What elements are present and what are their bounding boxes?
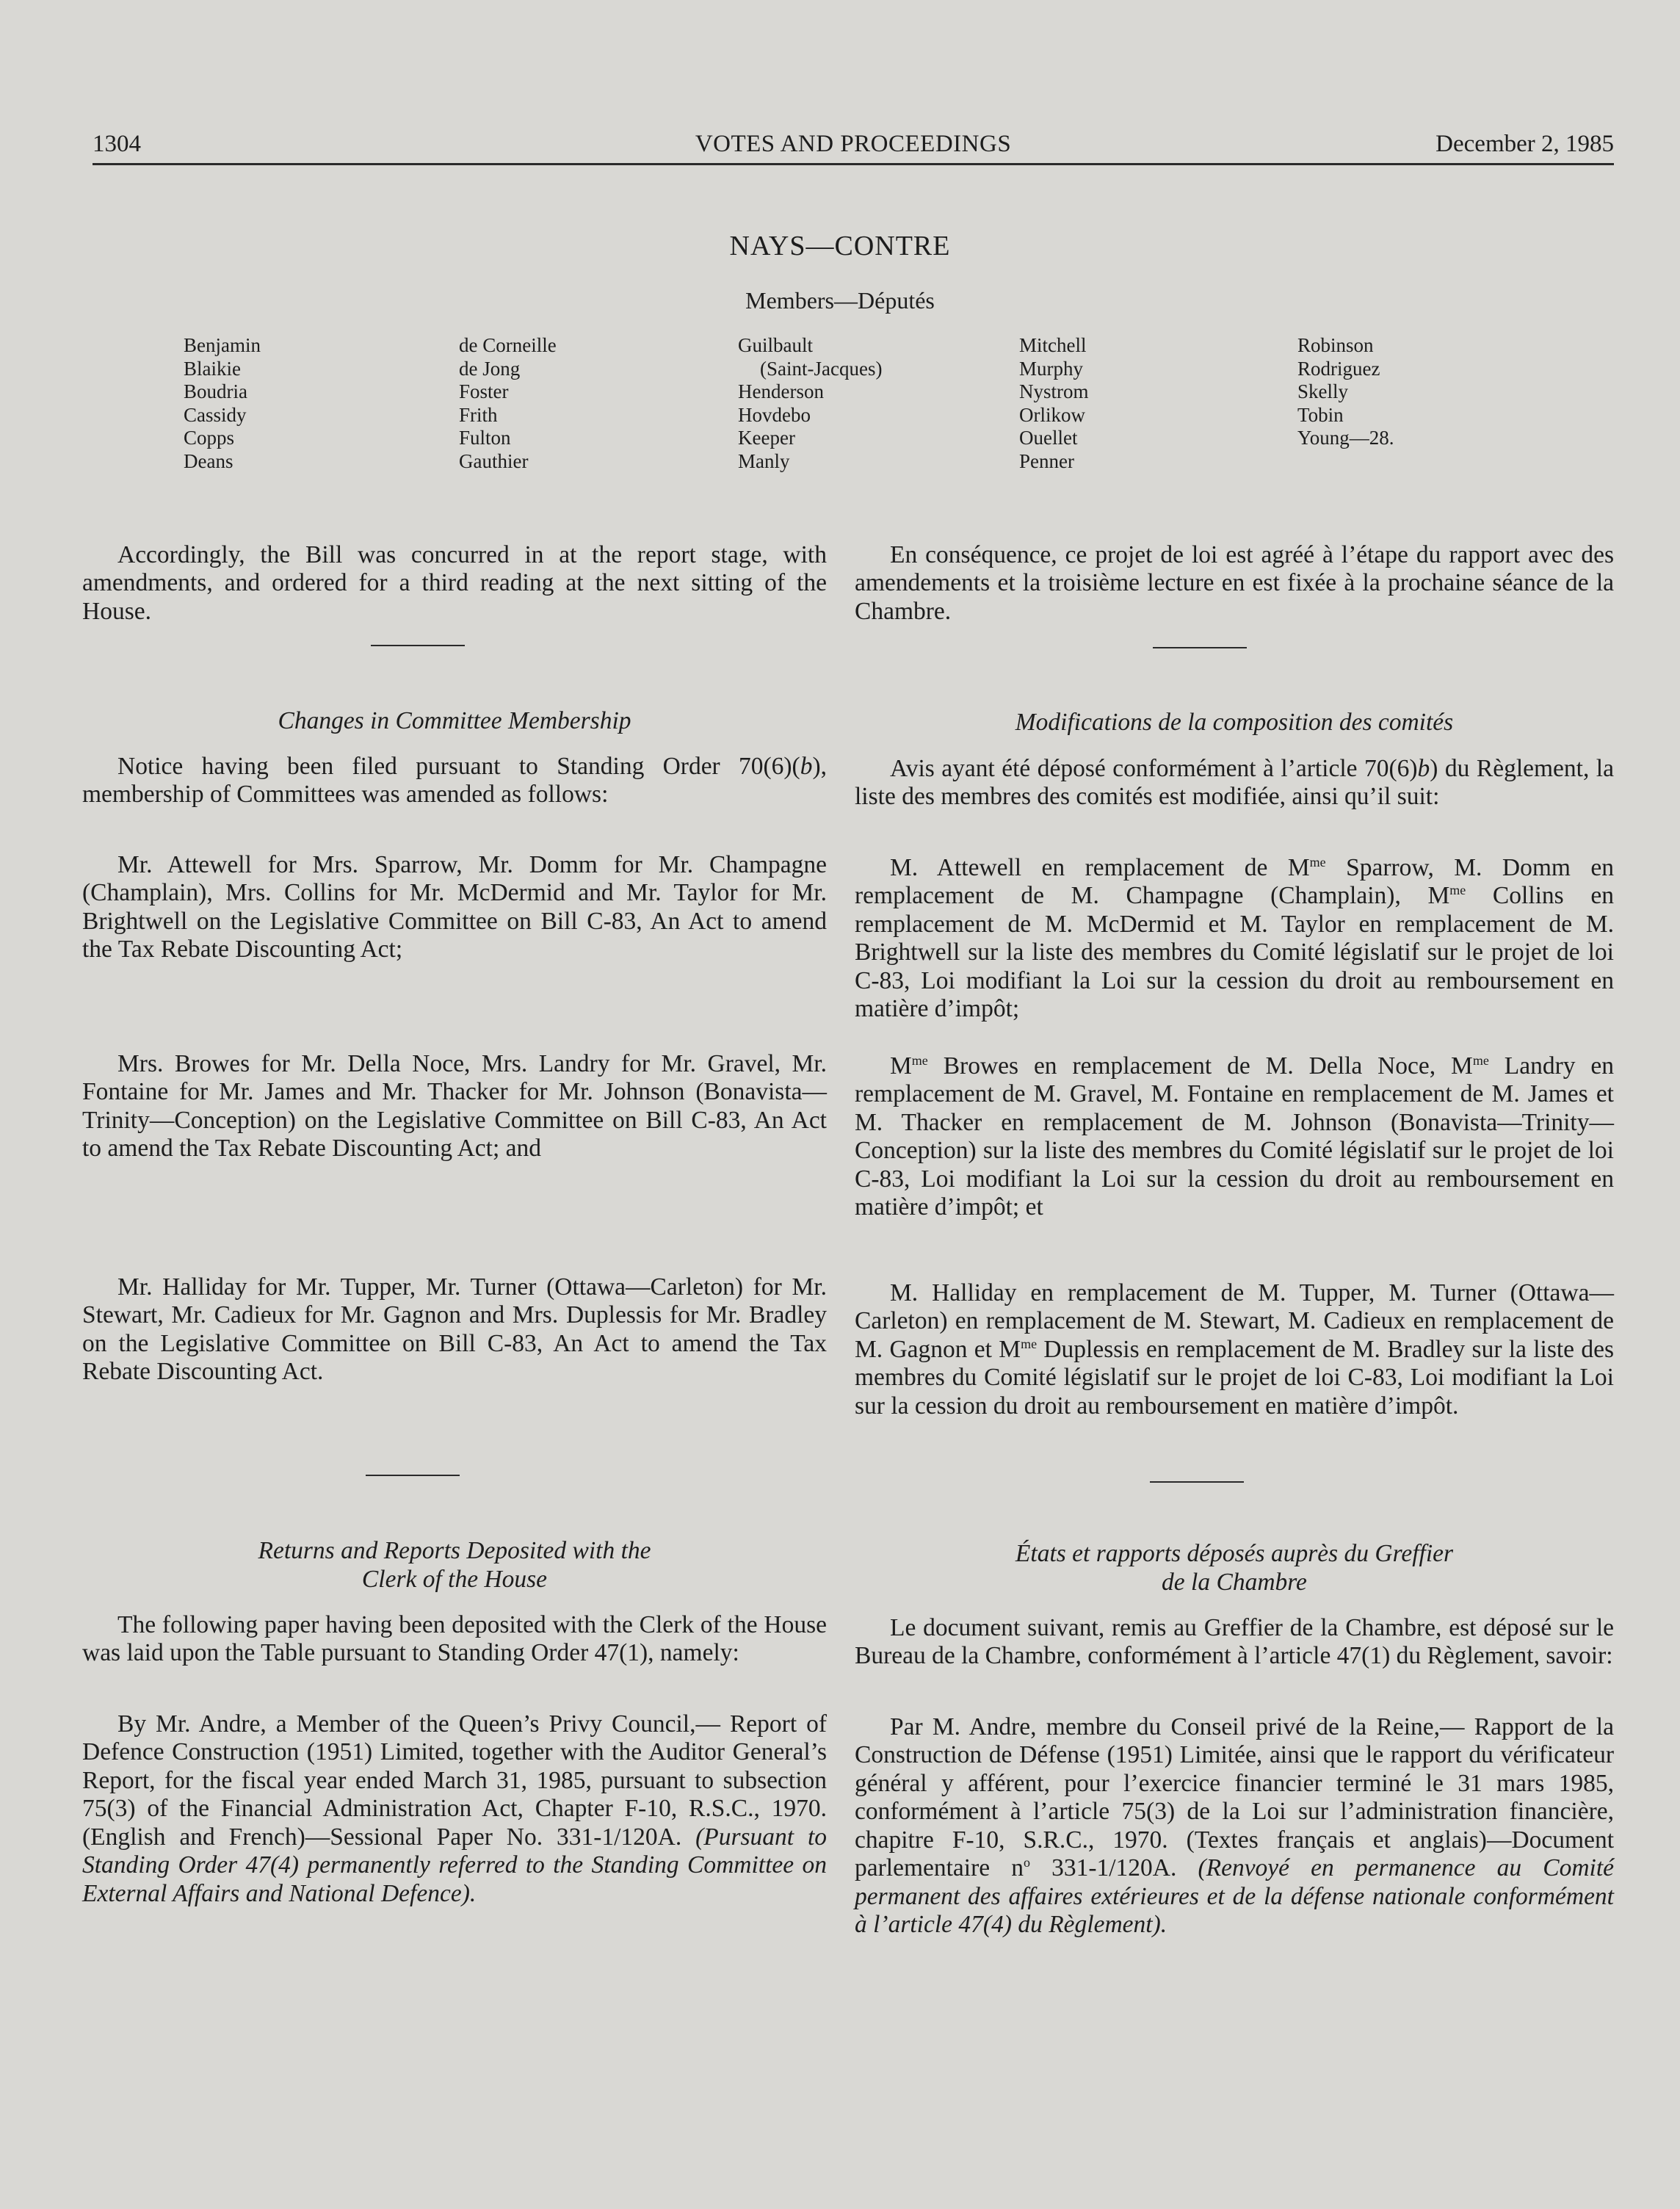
member-name: de Jong	[459, 357, 521, 380]
running-title: VOTES AND PROCEEDINGS	[695, 131, 1012, 157]
returns-referral-fr: (Renvoyé en permanence au Comité permanent des affaires extérieures et de la défense nationale conformément à l’article 47(4) du Règlement).	[855, 1854, 1614, 1938]
member-name: Mitchell	[1019, 334, 1087, 356]
member-name: Tobin	[1297, 403, 1344, 426]
committee-change-2-fr: $M^{me}$ Browes en remplacement de M. Della Noce, $M^{me}$ Landry en remplacement de M. Gravel, M. Fontaine en remplacement de M. James et M. Thacker en remplacement de M. Johnson (Bonavista—Trinity—Conception) sur la liste des membres du Comité législatif sur le projet de loi C-83, Loi modifiant la Loi sur la cession du droit au remboursement en matière d’impôt; et	[855, 1052, 1614, 1221]
committee-heading-en: Changes in Committee Membership	[278, 706, 631, 734]
member-name: Benjamin	[184, 334, 261, 356]
member-name: Orlikow	[1019, 403, 1085, 426]
section-divider	[371, 645, 465, 646]
member-name: Frith	[459, 403, 498, 426]
member-name: Deans	[184, 449, 233, 472]
member-name: Guilbault	[738, 334, 813, 356]
committee-notice-en: Notice having been filed pursuant to Standing Order 70(6)(b), membership of Committees was amended as follows:	[82, 752, 827, 808]
returns-body-en	[82, 1710, 827, 1909]
nays-column-3	[738, 334, 882, 473]
returns-referral-en: (Pursuant to Standing Order 47(4) permanently referred to the Standing Committee on External Affairs and National Defence).	[82, 1823, 827, 1907]
returns-heading-2-fr: de la Chambre	[1162, 1568, 1307, 1596]
member-name: Hovdebo	[738, 403, 811, 426]
member-name: Ouellet	[1019, 427, 1078, 449]
member-name: Cassidy	[184, 403, 247, 426]
nays-column-4	[1019, 334, 1089, 473]
returns-intro-en: The following paper having been deposited with the Clerk of the House was laid upon the Table pursuant to Standing Order 47(1), namely:	[82, 1610, 827, 1666]
concurrence-paragraph-en: Accordingly, the Bill was concurred in at the report stage, with amendments, and ordered for a third reading at the next sitting of the House.	[82, 540, 827, 625]
member-name: Skelly	[1297, 380, 1349, 402]
committee-change-1-en: Mr. Attewell for Mrs. Sparrow, Mr. Domm for Mr. Champagne (Champlain), Mrs. Collins for Mr. McDermid and Mr. Taylor for Mr. Brightwell on the Legislative Committee on Bill C-83, An Act to amend the Tax Rebate Discounting Act;	[82, 850, 827, 963]
returns-heading-1-en: Returns and Reports Deposited with the	[258, 1536, 651, 1564]
nays-column-5	[1297, 334, 1394, 450]
member-name: Manly	[738, 449, 790, 472]
member-name: Foster	[459, 380, 509, 402]
committee-notice-fr: Avis ayant été déposé conformément à l’article 70(6)b) du Règlement, la liste des membres des comités est modifiée, ainsi qu’il suit:	[855, 754, 1614, 810]
member-name: Penner	[1019, 449, 1074, 472]
member-name: Rodriguez	[1297, 357, 1380, 380]
member-name: de Corneille	[459, 334, 557, 356]
returns-heading-1-fr: États et rapports déposés auprès du Greffier	[1015, 1539, 1454, 1567]
concurrence-paragraph-fr: En conséquence, ce projet de loi est agréé à l’étape du rapport avec des amendements et la troisième lecture en est fixée à la prochaine séance de la Chambre.	[855, 540, 1614, 625]
member-name: (Saint-Jacques)	[760, 357, 883, 380]
committee-change-2-en: Mrs. Browes for Mr. Della Noce, Mrs. Landry for Mr. Gravel, Mr. Fontaine for Mr. James and Mr. Thacker for Mr. Johnson (Bonavista—Trinity—Conception) on the Legislative Committee on Bill C-83, An Act to amend the Tax Rebate Discounting Act; and	[82, 1049, 827, 1162]
member-name: Young—28.	[1297, 427, 1394, 449]
member-name: Boudria	[184, 380, 247, 402]
nays-column-2	[459, 334, 557, 473]
member-name: Copps	[184, 427, 235, 449]
member-name: Nystrom	[1019, 380, 1089, 402]
returns-intro-fr: Le document suivant, remis au Greffier de la Chambre, est déposé sur le Bureau de la Chambre, conformément à l’article 47(1) du Règlement, savoir:	[855, 1613, 1614, 1669]
committee-change-3-fr: M. Halliday en remplacement de M. Tupper, M. Turner (Ottawa—Carleton) en remplacement de M. Stewart, M. Cadieux en remplacement de M. Gagnon et $M^{me}$ Duplessis en remplacement de M. Bradley sur la liste des membres du Comité législatif sur le projet de loi C-83, Loi modifiant la Loi sur la cession du droit au remboursement en matière d’impôt.	[855, 1279, 1614, 1420]
member-name: Blaikie	[184, 357, 241, 380]
member-name: Gauthier	[459, 449, 529, 472]
nays-column-1	[184, 334, 261, 473]
member-name: Henderson	[738, 380, 824, 402]
member-name: Robinson	[1297, 334, 1374, 356]
committee-change-3-en: Mr. Halliday for Mr. Tupper, Mr. Turner (Ottawa—Carleton) for Mr. Stewart, Mr. Cadieux for Mr. Gagnon and Mrs. Duplessis for Mr. Bradley on the Legislative Committee on Bill C-83, An Act to amend the Tax Rebate Discounting Act.	[82, 1273, 827, 1385]
page-number: 1304	[93, 131, 141, 157]
committee-heading-fr: Modifications de la composition des comités	[1015, 708, 1454, 736]
returns-heading-2-en: Clerk of the House	[361, 1565, 548, 1593]
header-date: December 2, 1985	[1435, 131, 1614, 157]
section-divider	[1153, 647, 1247, 648]
returns-body-fr: Par M. Andre, membre du Conseil privé de la Reine,— Rapport de la Construction de Défense (1951) Limitée, ainsi que le rapport du vérificateur général y afférent, pour l’exercice financier terminé le 31 mars 1985, conformément à l’article 75(3) de la Loi sur l’administration financière, chapitre F-10, S.R.C., 1970. (Textes français et anglais)—Document parlementaire $n^o$ 331-1/120A. (Renvoyé en permanence au Comité permanent des affaires extérieures et de la défense nationale conformément à l’article 47(4) du Règlement).	[855, 1713, 1614, 1938]
member-name: Keeper	[738, 427, 795, 449]
nays-heading: NAYS—CONTRE	[729, 231, 951, 261]
section-divider	[1150, 1481, 1244, 1483]
committee-change-1-fr: M. Attewell en remplacement de $M^{me}$ Sparrow, M. Domm en remplacement de M. Champagne (Champlain), $M^{me}$ Collins en remplacement de M. McDermid et M. Taylor en remplacement de M. Brightwell sur la liste des membres du Comité législatif sur le projet de loi C-83, Loi modifiant la Loi sur la cession du droit au remboursement en matière d’impôt;	[855, 853, 1615, 1022]
section-divider	[366, 1475, 460, 1476]
header-rule	[93, 163, 1614, 165]
member-name: Fulton	[459, 427, 511, 449]
member-name: Murphy	[1019, 357, 1083, 380]
returns-text-en: By Mr. Andre, a Member of the Queen’s Privy Council,— Report of Defence Construction (1951) Limited, together with the Auditor General’s Report, for the fiscal year ended March 31, 1985, pursuant to subsection 75(3) of the Financial Administration Act, Chapter F-10, R.S.C., 1970. (English and French)—Sessional Paper No. 331-1/120A.	[82, 1710, 827, 1851]
members-subheading: Members—Députés	[745, 287, 935, 314]
